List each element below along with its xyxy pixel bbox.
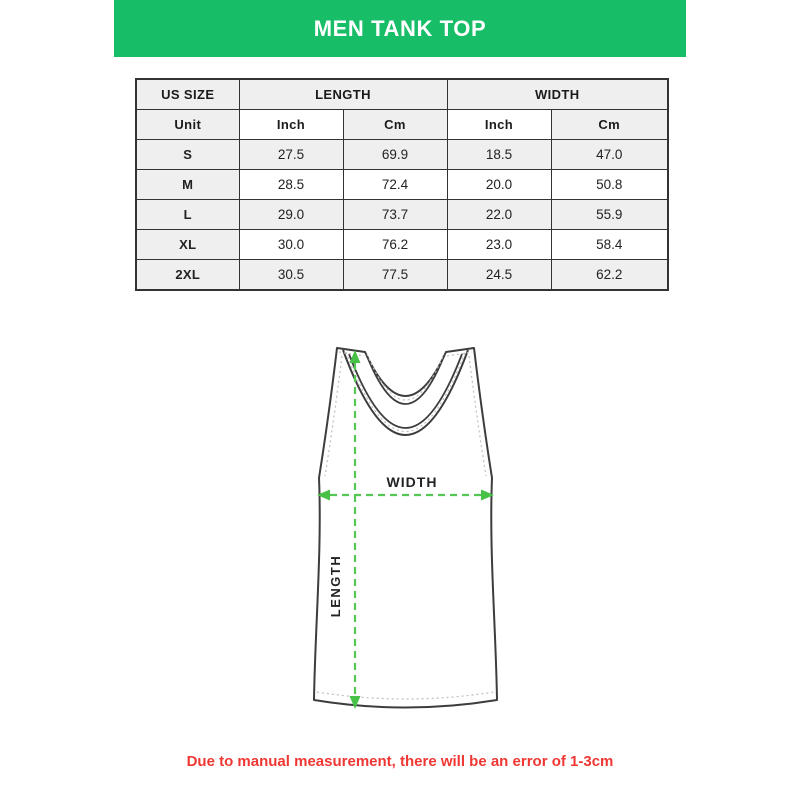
size-table [135, 78, 669, 291]
width-label: WIDTH [386, 474, 438, 490]
value-cell: 30.5 [239, 260, 343, 291]
table-row [136, 260, 668, 291]
value-cell: 18.5 [447, 140, 551, 170]
length-inch-header: Inch [239, 110, 343, 140]
value-cell: 30.0 [239, 230, 343, 260]
width-header: WIDTH [447, 79, 668, 110]
banner [114, 0, 686, 57]
value-cell: 73.7 [343, 200, 447, 230]
value-cell: 27.5 [239, 140, 343, 170]
group-header-row [136, 79, 668, 110]
width-inch-header: Inch [447, 110, 551, 140]
value-cell: 69.9 [343, 140, 447, 170]
measurement-note: Due to manual measurement, there will be an error of 1-3cm [186, 753, 614, 770]
value-cell: 29.0 [239, 200, 343, 230]
length-header: LENGTH [239, 79, 447, 110]
value-cell: 50.8 [551, 170, 668, 200]
value-cell: 24.5 [447, 260, 551, 291]
size-cell: 2XL [136, 260, 239, 291]
value-cell: 72.4 [343, 170, 447, 200]
value-cell: 55.9 [551, 200, 668, 230]
value-cell: 62.2 [551, 260, 668, 291]
value-cell: 47.0 [551, 140, 668, 170]
length-cm-header: Cm [343, 110, 447, 140]
size-cell: XL [136, 230, 239, 260]
value-cell: 76.2 [343, 230, 447, 260]
table-row [136, 200, 668, 230]
size-table-body [136, 140, 668, 291]
size-cell: L [136, 200, 239, 230]
size-cell: S [136, 140, 239, 170]
table-row [136, 170, 668, 200]
value-cell: 20.0 [447, 170, 551, 200]
value-cell: 77.5 [343, 260, 447, 291]
length-label: LENGTH [328, 554, 343, 618]
value-cell: 58.4 [551, 230, 668, 260]
page-title: MEN TANK TOP [313, 15, 487, 41]
size-cell: M [136, 170, 239, 200]
width-cm-header: Cm [551, 110, 668, 140]
tank-top-diagram [285, 330, 520, 735]
unit-header: Unit [136, 110, 239, 140]
value-cell: 22.0 [447, 200, 551, 230]
table-row [136, 230, 668, 260]
value-cell: 23.0 [447, 230, 551, 260]
table-row [136, 140, 668, 170]
us-size-header: US SIZE [136, 79, 239, 110]
size-table-wrap [135, 78, 667, 291]
unit-header-row [136, 110, 668, 140]
tank-top-outline [314, 348, 497, 708]
value-cell: 28.5 [239, 170, 343, 200]
